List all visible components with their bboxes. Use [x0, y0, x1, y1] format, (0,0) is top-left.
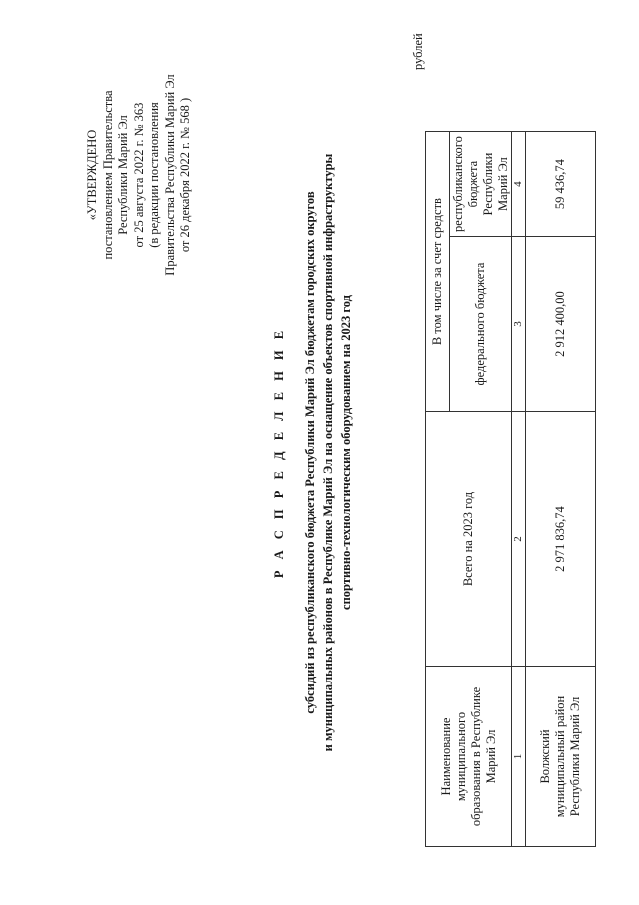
column-number: 4 — [512, 132, 526, 237]
header-republic: республиканского бюджета Республики Марий Эл — [450, 132, 512, 237]
column-number: 3 — [512, 237, 526, 412]
subtitle-line: и муниципальных районов в Республике Марий Эл на оснащение объектов спортивной инфраструктуры — [321, 153, 335, 752]
approval-line: от 25 августа 2022 г. № 363 — [131, 102, 146, 248]
header-total: Всего на 2023 год — [426, 412, 512, 667]
document-title: Р А С П Р Е Д Е Л Е Н И Е — [272, 326, 286, 579]
approval-line: «УТВЕРЖДЕНО — [85, 129, 99, 221]
table-row — [526, 132, 596, 847]
header-federal: федерального бюджета — [450, 237, 512, 412]
subtitle-line: субсидий из республиканского бюджета Республики Марий Эл бюджетам городских округов — [303, 191, 317, 714]
approval-line: Правительства Республики Марий Эл — [162, 74, 177, 276]
subtitle-line: спортивно-технологическим оборудованием на 2023 год — [339, 295, 353, 610]
row-republic: 59 436,74 — [526, 132, 596, 237]
approval-line: от 26 декабря 2022 г. № 568 ) — [178, 97, 192, 253]
currency-unit: рублей — [411, 33, 425, 70]
approval-line: Республики Марий Эл — [116, 115, 130, 235]
header-including: В том числе за счет средств — [426, 132, 450, 412]
distribution-table — [425, 131, 596, 847]
header-municipality: Наименование муниципального образования в Республике Марий Эл — [426, 667, 512, 847]
approval-line: (в редакции постановления — [147, 102, 161, 248]
row-federal: 2 912 400,00 — [526, 237, 596, 412]
column-number: 2 — [512, 412, 526, 667]
column-number: 1 — [512, 667, 526, 847]
row-municipality: Волжский муниципальный район Республики Марий Эл — [526, 667, 596, 847]
row-total: 2 971 836,74 — [526, 412, 596, 667]
approval-line: постановлением Правительства — [100, 90, 115, 260]
approval-stamp — [85, 35, 194, 315]
